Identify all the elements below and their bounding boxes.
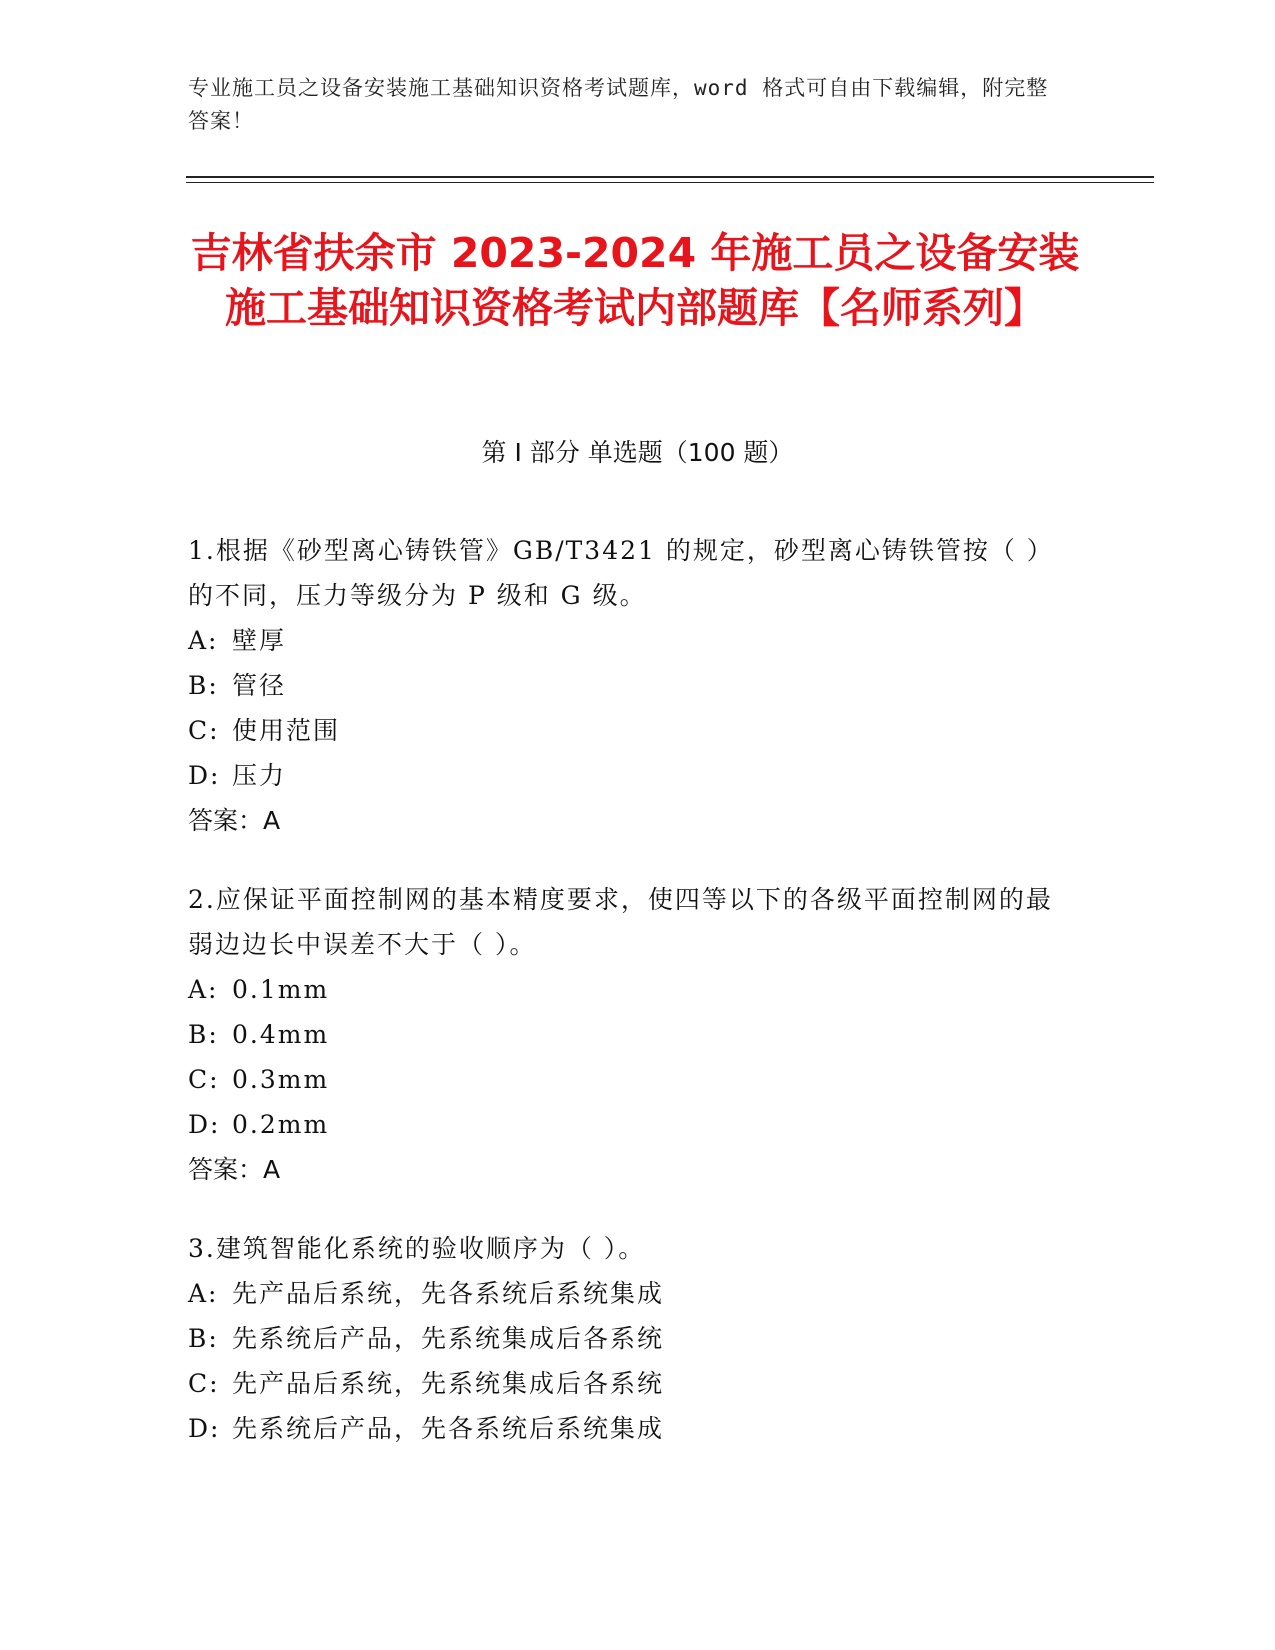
option-c xyxy=(188,1057,1068,1102)
header-note: 专业施工员之设备安装施工基础知识资格考试题库，word 格式可自由下载编辑，附完整答案！ xyxy=(188,76,1049,133)
option-text: 0.1mm xyxy=(232,975,330,1004)
option-a xyxy=(188,618,1068,663)
section-heading: 第 I 部分 单选题（100 题） xyxy=(481,438,794,467)
option-text: 先系统后产品，先系统集成后各系统 xyxy=(232,1324,665,1353)
option-letter: C: xyxy=(188,1369,220,1398)
option-letter: D: xyxy=(188,761,221,790)
option-text: 压力 xyxy=(232,761,287,790)
option-letter: A: xyxy=(188,1279,219,1308)
option-d xyxy=(188,753,1068,798)
option-c xyxy=(188,1361,1068,1406)
question-stem: 1.根据《砂型离心铸铁管》GB/T3421 的规定，砂型离心铸铁管按（ ）的不同，压力等级分为 P 级和 G 级。 xyxy=(188,536,1054,610)
option-letter: C: xyxy=(188,716,220,745)
option-text: 0.4mm xyxy=(232,1020,330,1049)
answer-line: 答案：A xyxy=(188,1155,281,1184)
option-c xyxy=(188,708,1068,753)
option-b xyxy=(188,1012,1068,1057)
option-letter: D: xyxy=(188,1414,221,1443)
option-b xyxy=(188,663,1068,708)
question-stem: 3.建筑智能化系统的验收顺序为（ ）。 xyxy=(188,1234,646,1263)
option-letter: C: xyxy=(188,1065,220,1094)
question-list xyxy=(188,528,1068,1485)
option-text: 先产品后系统，先系统集成后各系统 xyxy=(232,1369,665,1398)
option-text: 先系统后产品，先各系统后系统集成 xyxy=(232,1414,665,1443)
option-letter: D: xyxy=(188,1110,221,1139)
option-d xyxy=(188,1406,1068,1451)
option-text: 0.2mm xyxy=(232,1110,330,1139)
option-text: 壁厚 xyxy=(232,626,287,655)
option-text: 使用范围 xyxy=(232,716,341,745)
option-text: 先产品后系统，先各系统后系统集成 xyxy=(232,1279,665,1308)
question-3 xyxy=(188,1226,1068,1451)
option-d xyxy=(188,1102,1068,1147)
answer-line: 答案：A xyxy=(188,806,281,835)
option-letter: B: xyxy=(188,1324,219,1353)
option-letter: B: xyxy=(188,1020,219,1049)
option-a xyxy=(188,967,1068,1012)
option-b xyxy=(188,1316,1068,1361)
question-1 xyxy=(188,528,1068,843)
option-a xyxy=(188,1271,1068,1316)
option-letter: A: xyxy=(188,975,219,1004)
header-divider-thick xyxy=(186,176,1154,178)
option-text: 0.3mm xyxy=(232,1065,330,1094)
option-letter: B: xyxy=(188,671,219,700)
question-2 xyxy=(188,877,1068,1192)
option-text: 管径 xyxy=(232,671,287,700)
header-divider-thin xyxy=(186,182,1154,183)
document-title: 吉林省扶余市 2023-2024 年施工员之设备安装施工基础知识资格考试内部题库【名师系列】 xyxy=(190,229,1080,332)
question-stem: 2.应保证平面控制网的基本精度要求，使四等以下的各级平面控制网的最弱边边长中误差不大于（ ）。 xyxy=(188,885,1053,959)
option-letter: A: xyxy=(188,626,219,655)
